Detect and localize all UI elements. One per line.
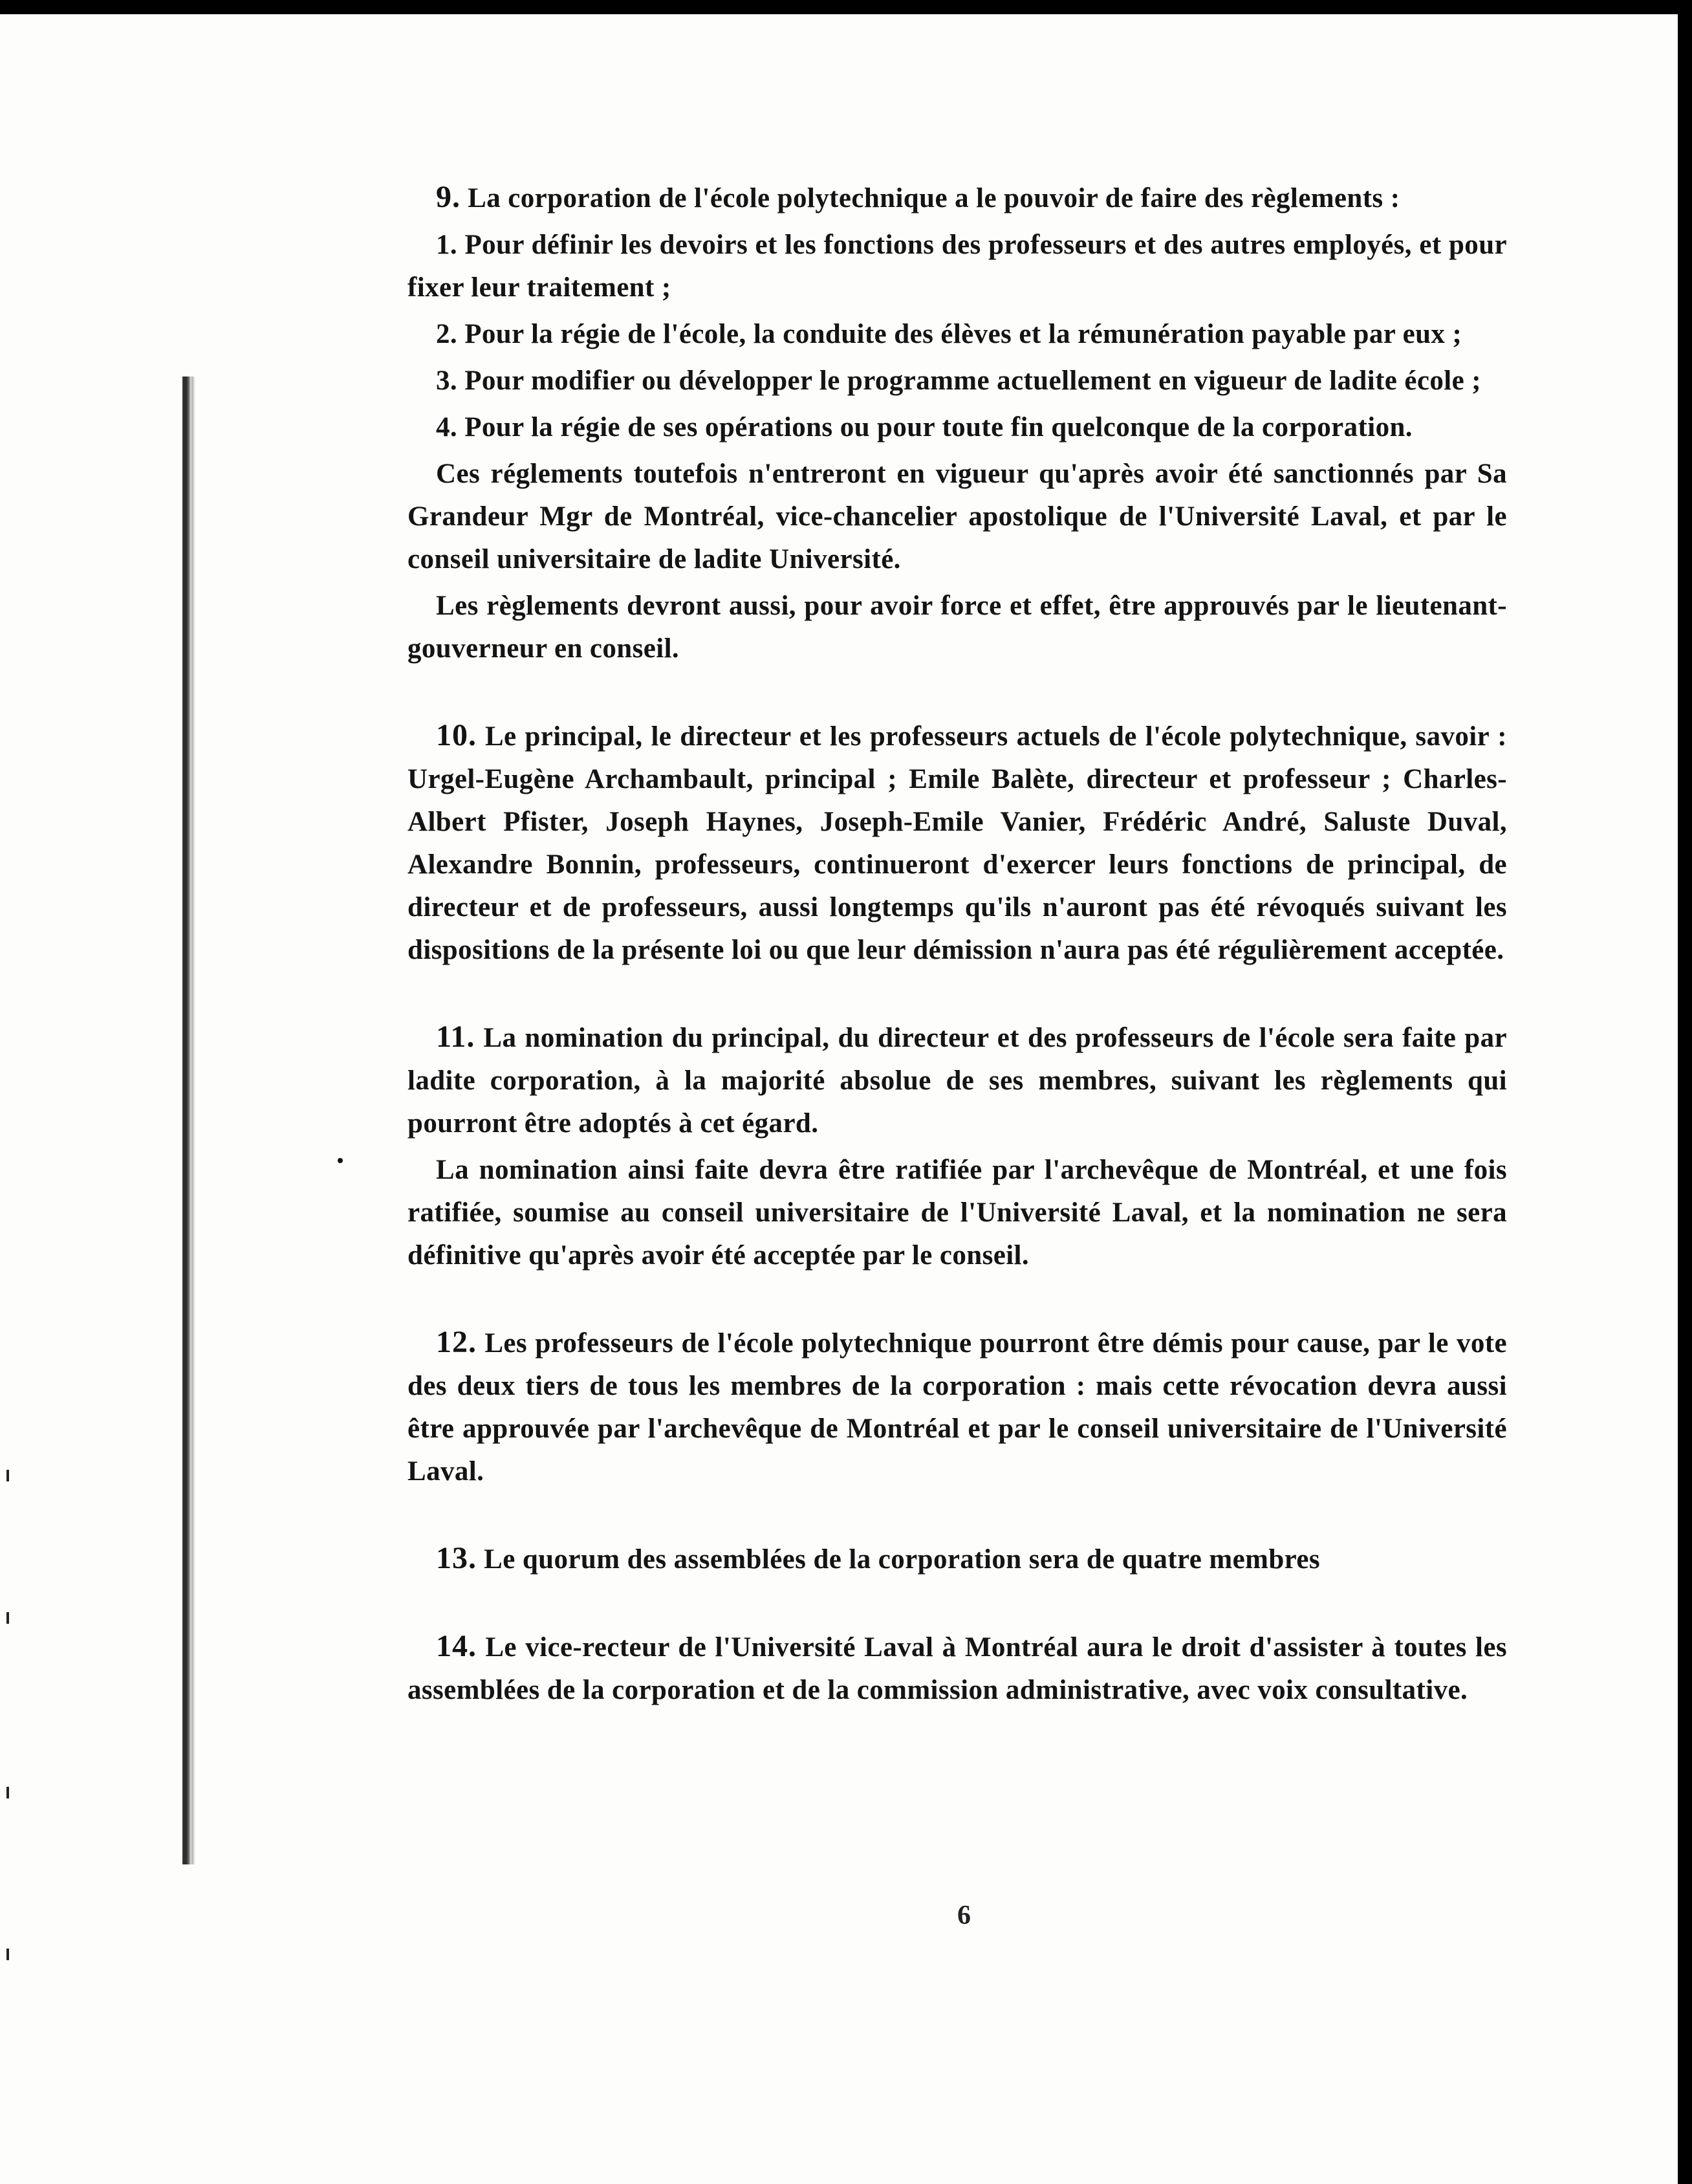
page-number: 6 [957,1901,971,1930]
article-text: Le quorum des assemblées de la corporation sera de quatre membres [484,1544,1320,1575]
article-text: La corporation de l'école polytechnique a le pouvoir de faire des règlements : [468,183,1400,213]
article-number: 10. [436,718,477,752]
paragraph: Les règlements devront aussi, pour avoir force et effet, être approuvés par le lieutenant-gouverneur en conseil. [407,591,1507,664]
list-item: 2. Pour la régie de l'école, la conduite des élèves et la rémunération payable par eux ; [436,319,1462,349]
article-number: 9. [436,180,461,214]
article-14 [407,1625,1507,1712]
document-body [407,176,1507,1712]
article-9 [407,176,1507,220]
article-text: Le vice-recteur de l'Université Laval à Montréal aura le droit d'assister à toutes les assemblées de la corporation et de la commission administrative, avec voix consultative. [407,1632,1507,1705]
article-13 [407,1537,1507,1581]
edge-mark [6,1787,9,1798]
edge-mark [6,1470,9,1481]
article-text: Le principal, le directeur et les professeurs actuels de l'école polytechnique, savoir : Urgel-Eugène Archambault, principal ; Emile Balète, directeur et professeur ; Charles-Albert Pfister, Joseph Haynes, Joseph-Emile Vanier, Frédéric André, Saluste Duval, Alexandre Bonnin, professeurs, continueront d'exercer leurs fonctions de principal, de directeur et de professeurs, aussi longtemps qu'ils n'auront pas été révoqués suivant les dispositions de la présente loi ou que leur démission n'aura pas été régulièrement acceptée. [407,721,1508,965]
article-text: Les professeurs de l'école polytechnique pourront être démis pour cause, par le vote des deux tiers de tous les membres de la corporation : mais cette révocation devra aussi être approuvée par l'archevêque de Montréal et par le conseil universitaire de l'Université Laval. [407,1328,1507,1487]
article-number: 11. [436,1020,475,1054]
list-item: 1. Pour définir les devoirs et les fonctions des professeurs et des autres employés, et pour fixer leur traitement ; [407,230,1507,303]
ink-speck [338,1158,343,1163]
scan-border [1678,0,1692,2184]
edge-mark [6,1949,9,1960]
paragraph: Ces réglements toutefois n'entreront en vigueur qu'après avoir été sanctionnés par Sa Grandeur Mgr de Montréal, vice-chancelier apostolique de l'Université Laval, et par le conseil universitaire de ladite Université. [407,459,1507,574]
article-number: 13. [436,1541,477,1575]
scanned-page [0,14,1678,2184]
list-item: 3. Pour modifier ou développer le programme actuellement en vigueur de ladite école ; [436,366,1481,396]
list-item: 4. Pour la régie de ses opérations ou pour toute fin quelconque de la corporation. [436,412,1413,442]
edge-mark [6,1612,9,1624]
article-11 [407,1016,1507,1145]
article-12 [407,1321,1507,1493]
article-10 [407,714,1507,972]
article-number: 14. [436,1629,477,1663]
binding-gradient [191,377,195,1864]
paragraph: La nomination ainsi faite devra être ratifiée par l'archevêque de Montréal, et une fois ratifiée, soumise au conseil universitaire de l'Université Laval, et la nomination ne sera définitive qu'après avoir été acceptée par le conseil. [407,1155,1507,1271]
binding-shadow [182,377,191,1864]
article-number: 12. [436,1325,477,1359]
article-text: La nomination du principal, du directeur et des professeurs de l'école sera faite par ladite corporation, à la majorité absolue de ses membres, suivant les règlements qui pourront être adoptés à cet égard. [407,1023,1507,1139]
